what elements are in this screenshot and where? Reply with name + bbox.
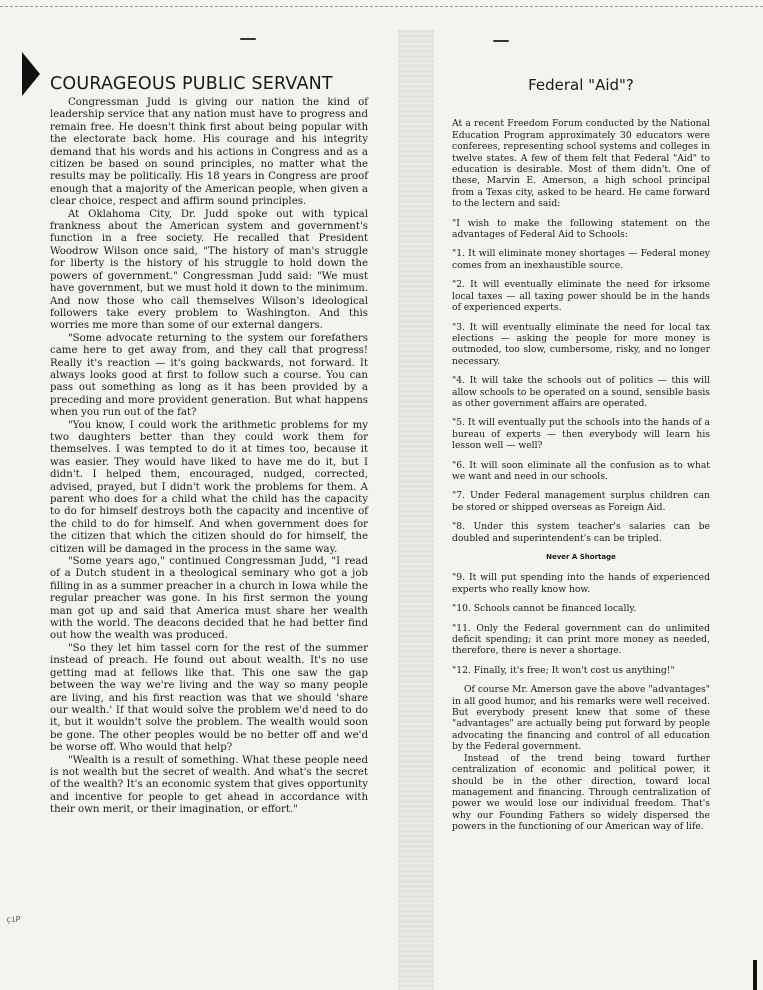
advantage-item: "2. It will eventually eliminate the need for irksome local taxes — all taxing power should be in the hands of experienced experts. [452,279,710,314]
advantage-item: "1. It will eliminate money shortages — Federal money comes from an inexhaustible source. [452,248,710,271]
left-paragraph: "Some years ago," continued Congressman Judd, "I read of a Dutch student in a theological seminary who got a job filling in as a summer preacher in a church in Iowa while the regular preacher was gone. In his first sermon the young man got up and said that America must share her wealth with the world. The deacons decided that he had better find out how the wealth was produced. [50,556,368,642]
right-lead-statement: "I wish to make the following statement on the advantages of Federal Aid to Schools: [452,217,710,241]
advantage-item: "3. It will eventually eliminate the need for local tax elections — asking the people for more money is outmoded, too slow, cumbersome, risky, and no longer necessary. [452,321,710,367]
advantage-item: "12. Finally, it's free; It won't cost us anything!" [452,664,675,676]
left-paragraph: "Wealth is a result of something. What these people need is not wealth but the secret of wealth. And what's the secret of the wealth? It's an economic system that gives opportunity and incentive for people to get ahead in accordance with their own merit, or their imagination, or effort." [50,754,369,816]
advantage-item: "9. It will put spending into the hands of experienced experts who really know how. [452,572,710,595]
right-article [452,76,710,833]
right-subhead: Never A Shortage [546,553,616,561]
left-paragraph: "Some advocate returning to the system our forefathers came here to get away from, and they call that progress! Really it's reaction — it's going backwards, not forward. It always looks good at first to follow such a course. You can pass out something as long as it has been provided by a preceding and more provident generation. But what happens when you run out of the fat? [50,332,368,419]
scan-edge-bar [753,960,757,990]
left-paragraph: "So they let him tassel corn for the rest of the summer instead of preach. He found out about wealth. It's no use getting mad at fellows like that. This one saw the gap between the way we're living and the way so many people are living, and his first reaction was that we should 'share our wealth.' If that would solve the problem we'd need to do it, but it wouldn't solve the problem. The wealth would soon be gone. The other peoples would be no better off and we'd be worse off. Who would that help? [50,642,368,754]
advantage-item: "6. It will soon eliminate all the confusion as to what we want and need in our schools. [452,459,710,482]
right-closing-paragraph: Of course Mr. Amerson gave the above "advantages" in all good humor, and his remarks were well received. But everybody present knew that some of these "advantages" are actually being put forward by people advocating the financing and control of all education by the Federal government. [452,684,710,753]
advantage-item: "4. It will take the schools out of politics — this will allow schools to be operated on a sound, sensible basis as other government affairs are operated. [452,375,710,409]
left-paragraph: Congressman Judd is giving our nation the kind of leadership service that any nation must have to progress and remain free. He doesn't think first about being popular with the electorate back home. His courage and his integrity demand that his words and his actions in Congress and as a citizen be based on sound principles, no matter what the results may be politically. His 18 years in Congress are proof enough that a majority of the American people, when given a clear choice, respect and affirm sound principles. [50,97,368,208]
right-article-title: Federal "Aid"? [528,76,634,94]
advantage-item: "11. Only the Federal government can do unlimited deficit spending; it can print more money as needed, therefore, there is never a shortage. [452,622,710,657]
binding-gutter [398,30,434,990]
top-perforation-rule [0,6,763,7]
advantage-item: "10. Schools cannot be financed locally. [452,603,637,615]
right-page-marker [493,40,509,42]
right-closing-paragraph: Instead of the trend being toward further centralization of economic and political power, it should be in the other direction, toward local management and financing. Through centralization of power we would lose our individual freedom. That's why our Founding Fathers so widely dispersed the powers in the functioning of our American way of life. [452,752,710,833]
section-arrow-icon [22,52,40,96]
corner-mark: çiP [6,915,21,924]
right-intro: At a recent Freedom Forum conducted by the National Education Program approximately 30 educators were conferees, representing school systems and colleges in twelve states. A few of them felt that Federal "Aid" to education is desirable. Most of them didn't. One of these, Marvin E. Amerson, a high school principal from a Texas city, asked to be heard. He came forward to the lectern and said: [452,118,710,210]
left-article [50,74,368,817]
left-paragraph: "You know, I could work the arithmetic problems for my two daughters better than they could work them for themselves. I was tempted to do it at times too, because it was easier. They would have liked to have me do it, but I didn't. I helped them, encouraged, nudged, corrected, advised, prayed, but I didn't work the problems for them. A parent who does for a child what the child has the capacity to do for himself destroys both the capacity and incentive of the child to do for himself. And when government does for the citizen that which the citizen should do for himself, the citizen will be damaged in the process in the same way. [50,419,368,555]
advantage-item: "8. Under this system teacher's salaries can be doubled and superintendent's can be tripled. [452,521,710,544]
left-paragraph: At Oklahoma City, Dr. Judd spoke out with typical frankness about the American system and government's function in a free society. He recalled that President Woodrow Wilson once said, "The history of man's struggle for liberty is the history of his struggle to hold down the powers of government." Congressman Judd said: "We must have government, but we must hold it down to the minimum. And now those who call themselves Wilson's ideological followers take every problem to Washington. And this worries me more than some of our external dangers. [50,208,368,332]
advantage-item: "5. It will eventually put the schools into the hands of a bureau of experts — then everybody will learn his lesson well — well? [452,417,710,452]
left-page-marker [240,38,256,40]
advantage-item: "7. Under Federal management surplus children can be stored or shipped overseas as Foreign Aid. [452,490,710,513]
left-article-title: COURAGEOUS PUBLIC SERVANT [50,74,333,94]
